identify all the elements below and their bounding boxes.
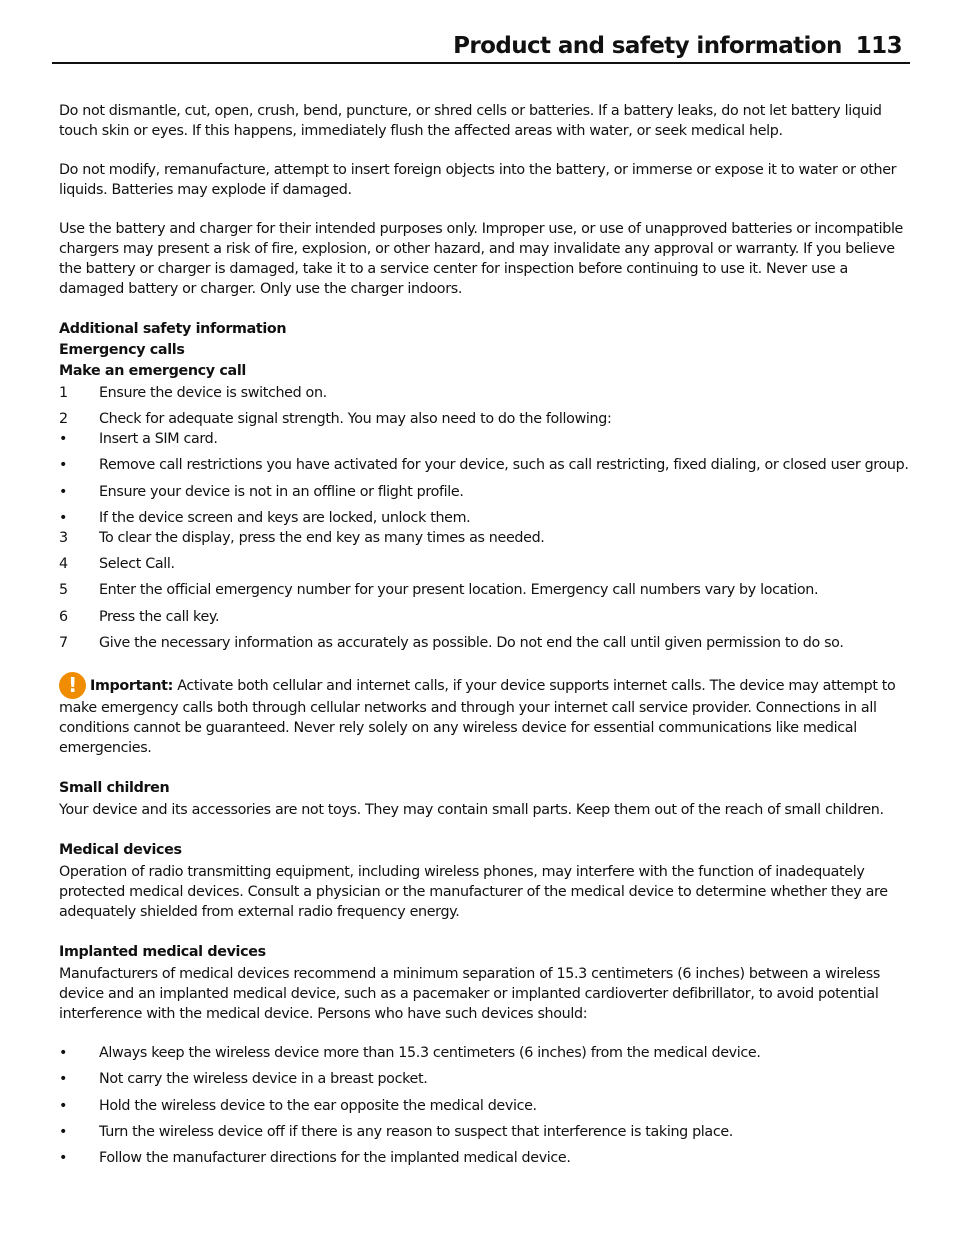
bullet-text: If the device screen and keys are locked, unlock them.: [99, 509, 471, 526]
bullet-marker: •: [59, 483, 68, 500]
battery-modify-paragraph: Do not modify, remanufacture, attempt to insert foreign objects into the battery, or immerse or expose it to water or other liquids. Batteries may explode if damaged.: [59, 162, 897, 198]
bullet-text: Follow the manufacturer directions for the implanted medical device.: [99, 1150, 571, 1167]
heading-make-emergency-call: Make an emergency call: [59, 362, 246, 379]
step-number: 6: [59, 608, 68, 625]
list-item: [59, 1149, 909, 1169]
step-number: 4: [59, 555, 68, 572]
heading-medical-devices: Medical devices: [59, 842, 182, 859]
bullet-text: Remove call restrictions you have activated for your device, such as call restricting, fixed dialing, or closed user group.: [99, 457, 909, 474]
bullet-marker: •: [59, 1071, 68, 1088]
small-children-text: Your device and its accessories are not toys. They may contain small parts. Keep them out of the reach of small children.: [59, 802, 884, 819]
important-text: Activate both cellular and internet calls, if your device supports internet calls. The device may attempt to make emergency calls both through cellular networks and through your internet call service provider. Connections in all conditions cannot be guaranteed. Never rely solely on any wireless device for essential communications like medical emergencies.: [59, 678, 896, 756]
bullet-text: Always keep the wireless device more than 15.3 centimeters (6 inches) from the medical device.: [99, 1045, 761, 1062]
list-item: [59, 581, 909, 601]
step-number: 1: [59, 384, 68, 401]
bullet-marker: •: [59, 509, 68, 526]
important-note: [59, 672, 909, 758]
battery-damage-paragraph: Do not dismantle, cut, open, crush, bend, puncture, or shred cells or batteries. If a battery leaks, do not let battery liquid touch skin or eyes. If this happens, immediately flush the affected areas with water, or seek medical help.: [59, 103, 882, 139]
bullet-text: Not carry the wireless device in a breast pocket.: [99, 1071, 428, 1088]
step-text: To clear the display, press the end key as many times as needed.: [99, 529, 545, 546]
bullet-marker: •: [59, 1124, 68, 1140]
step-2-sublist: [59, 430, 909, 529]
heading-small-children: Small children: [59, 780, 170, 797]
bullet-text: Hold the wireless device to the ear opposite the medical device.: [99, 1097, 537, 1114]
bullet-marker: •: [59, 1150, 68, 1167]
heading-emergency-calls: Emergency calls: [59, 341, 185, 358]
bullet-text: Turn the wireless device off if there is any reason to suspect that interference is taking place.: [99, 1124, 733, 1140]
heading-additional-safety: Additional safety information: [59, 320, 287, 337]
list-item: [59, 608, 909, 628]
implanted-bullets: [59, 1044, 909, 1169]
list-item: [59, 529, 909, 549]
list-item: [59, 430, 909, 450]
battery-usage-paragraph: Use the battery and charger for their intended purposes only. Improper use, or use of unapproved batteries or incompatible chargers may present a risk of fire, explosion, or other hazard, and may invalidate any approval or warranty. If you believe the battery or charger is damaged, take it to a service center for inspection before continuing to use it. Never use a damaged battery or charger. Only use the charger indoors.: [59, 221, 904, 297]
bullet-marker: •: [59, 457, 68, 474]
page-header: [52, 30, 910, 64]
page-content: [59, 102, 909, 1176]
bullet-text: Ensure your device is not in an offline or flight profile.: [99, 483, 464, 500]
heading-implanted-devices: Implanted medical devices: [59, 944, 266, 961]
list-item: [59, 1044, 909, 1064]
step-number: 2: [59, 411, 68, 428]
list-item: [59, 384, 909, 404]
bullet-text: Insert a SIM card.: [99, 430, 218, 447]
bullet-marker: •: [59, 1097, 68, 1114]
section-title: Product and safety information: [453, 33, 842, 59]
list-item: [59, 1097, 909, 1117]
exclamation-icon: !: [59, 672, 86, 699]
step-2-bullets: [59, 430, 909, 529]
spacer: [59, 660, 909, 672]
page-title: [453, 33, 902, 59]
step-number: 7: [59, 634, 68, 651]
step-text: Check for adequate signal strength. You may also need to do the following:: [99, 411, 612, 428]
step-number: 5: [59, 582, 68, 599]
emergency-steps-list: [59, 384, 909, 654]
list-item: [59, 509, 909, 529]
important-label: Important:: [90, 678, 174, 695]
page-number: 113: [855, 33, 902, 59]
list-item: [59, 1123, 909, 1143]
step-number: 3: [59, 529, 68, 546]
list-item: [59, 634, 909, 654]
list-item: [59, 410, 909, 430]
list-item: [59, 555, 909, 575]
list-item: [59, 1070, 909, 1090]
step-text: Give the necessary information as accurately as possible. Do not end the call until given permission to do so.: [99, 634, 844, 651]
list-item: [59, 483, 909, 503]
step-text: Ensure the device is switched on.: [99, 384, 327, 401]
implanted-devices-text: Manufacturers of medical devices recommend a minimum separation of 15.3 centimeters (6 inches) between a wireless device and an implanted medical device, such as a pacemaker or implanted cardioverter defibrillator, to avoid potential interference with the medical device. Persons who have such devices should:: [59, 966, 880, 1022]
bullet-marker: •: [59, 1045, 68, 1062]
step-text: Enter the official emergency number for your present location. Emergency call numbers vary by location.: [99, 582, 819, 599]
medical-devices-text: Operation of radio transmitting equipment, including wireless phones, may interfere with the function of inadequately protected medical devices. Consult a physician or the manufacturer of the medical device to determine whether they are adequately shielded from external radio frequency energy.: [59, 864, 888, 920]
step-text: Select Call.: [99, 555, 175, 572]
step-text: Press the call key.: [99, 608, 220, 625]
list-item: [59, 456, 909, 476]
bullet-marker: •: [59, 430, 68, 447]
